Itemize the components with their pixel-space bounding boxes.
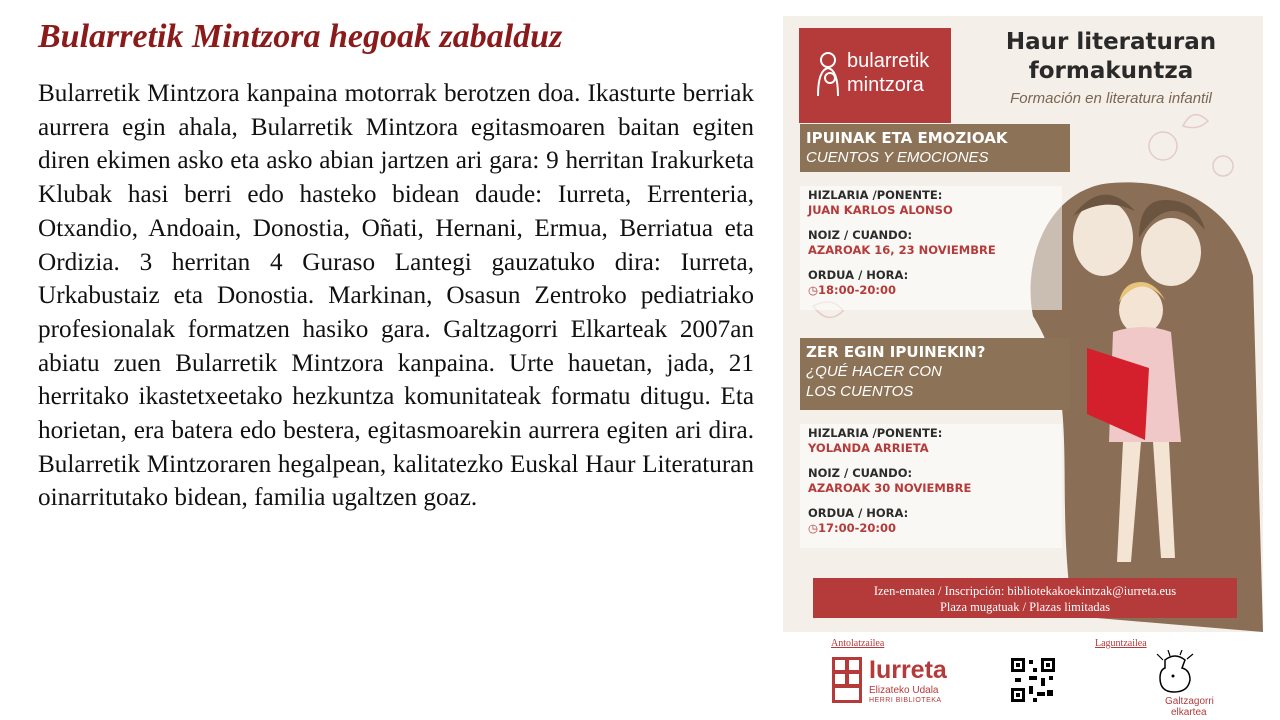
registration-email-line: Izen-ematea / Inscripción: bibliotekakoekintzak@iurreta.eus xyxy=(873,584,1177,598)
bularretik-mintzora-logo xyxy=(799,28,951,123)
session1-title-band xyxy=(800,124,1070,172)
session2-title-band xyxy=(800,338,1070,410)
limited-places-line: Plaza mugatuak / Plazas limitadas xyxy=(939,600,1111,614)
session1-title-eu: IPUINAK ETA EMOZIOAK xyxy=(806,129,1008,147)
galtzagorri-line2: elkartea xyxy=(1171,707,1207,718)
poster-heading xyxy=(961,28,1261,86)
session1-title-es: CUENTOS Y EMOCIONES xyxy=(806,149,989,166)
session1-when-label: NOIZ / CUANDO: xyxy=(808,228,913,242)
iurreta-logo xyxy=(831,656,955,704)
iurreta-crest-icon xyxy=(831,656,863,704)
session1-speaker: JUAN KARLOS ALONSO xyxy=(808,203,953,217)
session2-details xyxy=(800,424,1062,548)
session2-time: 17:00-20:00 xyxy=(818,521,897,535)
session1-time-label: ORDUA / HORA: xyxy=(808,268,909,282)
galtzagorri-line1: Galtzagorri xyxy=(1165,696,1214,707)
slide-body-text: Bularretik Mintzora kanpaina motorrak berotzen doa. Ikasturte berriak aurrera egin ahala, Bularretik Mintzora egitasmoaren baitan egiten diren ekimen asko eta asko abian jartzen ari gara: 9 herritan Irakurketa Klubak hasi berri edo hasteko bidean daude: Iurreta, Errenteria, Otxandio, Andoain, Donostia, Oñati, Hernani, Ermua, Berriatua eta Ordizia. 3 herritan 4 Guraso Lantegi gauzatuko dira: Iurreta, Urkabustaiz eta Donostia. Markinan, Osasun Zentroko pediatriako profesionalak formatzen hasiko gara. Galtzagorri Elkarteak 2007an abiatu zuen Bularretik Mintzora kanpaina. Urte hauetan, jada, 21 herritako ikastetxeetako hezkuntza komunitateak formatu ditugu. Eta horietan, era batera edo bestera, egitasmoarekin aurrera egiten ari dira. Bularretik Mintzoraren hegalpean, kalitatezko Euskal Haur Literaturan oinarritutako bidean, familia ugaltzen goaz. xyxy=(38,80,754,512)
session2-when: AZAROAK 30 NOVIEMBRE xyxy=(808,481,972,495)
logo-text-line1: bularretik xyxy=(847,50,930,72)
event-poster xyxy=(783,16,1263,632)
session1-time: 18:00-20:00 xyxy=(818,283,897,297)
iurreta-sub2: HERRI BIBLIOTEKA xyxy=(869,697,942,704)
slide-title: Bularretik Mintzora hegoak zabalduz xyxy=(38,18,563,55)
session2-title-es-line2: LOS CUENTOS xyxy=(806,383,914,400)
session1-when: AZAROAK 16, 23 NOVIEMBRE xyxy=(808,243,996,257)
session2-speaker: YOLANDA ARRIETA xyxy=(808,441,929,455)
poster-subheading: Formación en literatura infantil xyxy=(1010,90,1212,107)
session2-speaker-label: HIZLARIA /PONENTE: xyxy=(808,426,943,440)
mother-child-icon xyxy=(813,50,843,98)
sponsors-bar xyxy=(783,632,1263,720)
session2-title-eu: ZER EGIN IPUINEKIN? xyxy=(806,343,986,361)
clock-icon: ◷ xyxy=(808,283,819,297)
session2-time-label: ORDUA / HORA: xyxy=(808,506,909,520)
galtzagorri-logo xyxy=(1135,650,1225,718)
poster-heading-line1: Haur literaturan xyxy=(1005,29,1217,55)
poster-heading-line2: formakuntza xyxy=(1028,58,1194,84)
iurreta-name: Iurreta xyxy=(869,656,947,684)
qr-code-icon xyxy=(1009,656,1057,704)
session2-when-label: NOIZ / CUANDO: xyxy=(808,466,913,480)
session1-details xyxy=(800,186,1062,310)
iurreta-sub1: Elizateko Udala xyxy=(869,685,939,696)
session1-speaker-label: HIZLARIA /PONENTE: xyxy=(808,188,943,202)
session2-title-es-line1: ¿QUÉ HACER CON xyxy=(806,363,942,380)
organizer-label: Antolatzailea xyxy=(831,638,885,649)
registration-box xyxy=(813,578,1237,618)
clock-icon: ◷ xyxy=(808,521,819,535)
logo-text-line2: mintzora xyxy=(847,74,924,96)
collaborator-label: Laguntzailea xyxy=(1095,638,1147,649)
